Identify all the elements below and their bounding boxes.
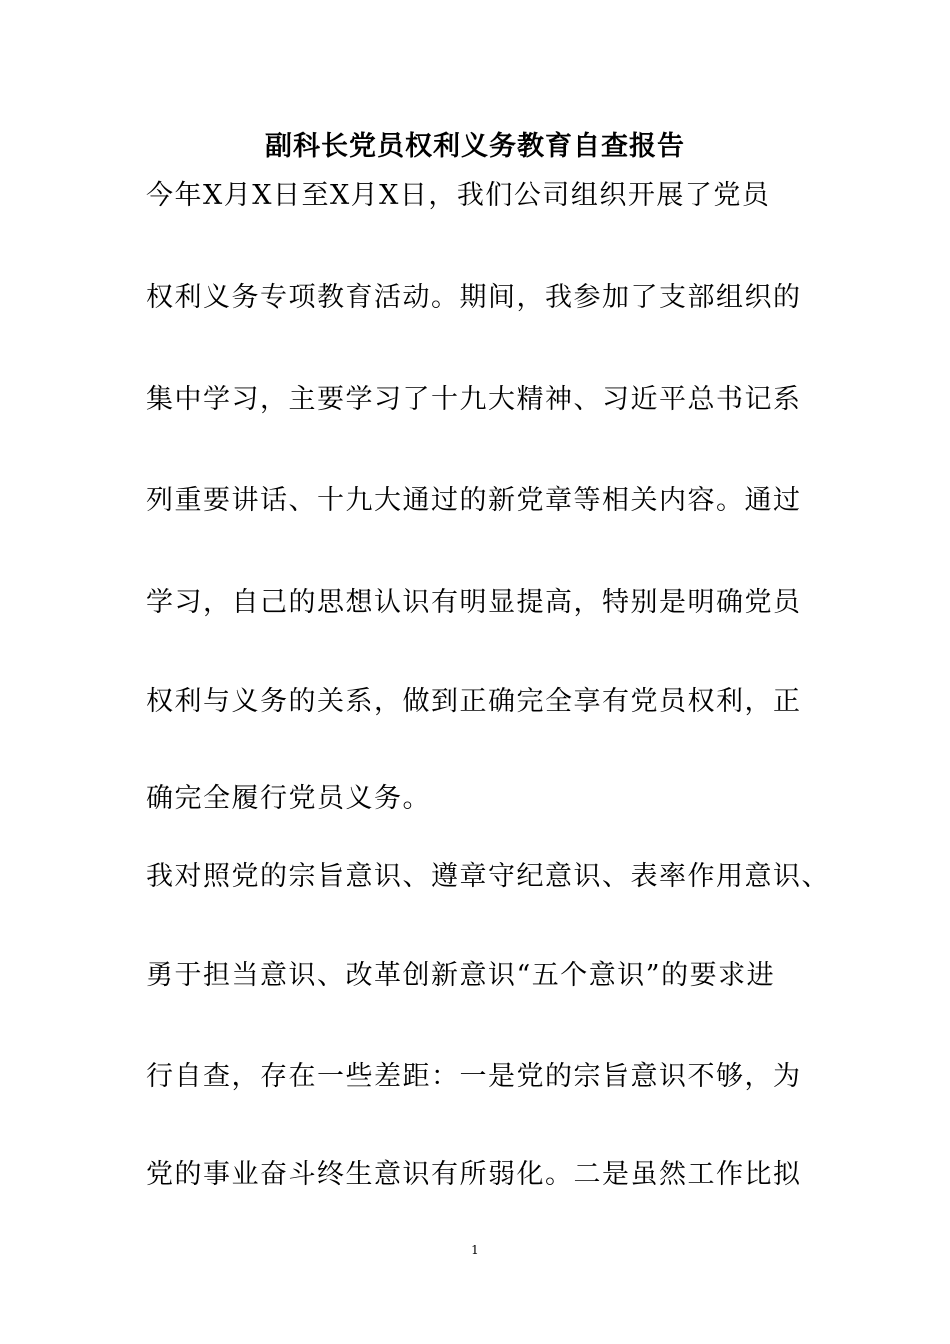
- body-line-4: 列重要讲话、十九大通过的新党章等相关内容。通过: [146, 485, 802, 516]
- body-line-2: 权利义务专项教育活动。期间，我参加了支部组织的: [146, 282, 802, 313]
- body-line-7: 确完全履行党员义务。: [146, 783, 431, 814]
- document-title: 副科长党员权利义务教育自查报告: [265, 131, 685, 162]
- body-line-11: 党的事业奋斗终生意识有所弱化。二是虽然工作比拟: [146, 1159, 802, 1190]
- body-line-6: 权利与义务的关系，做到正确完全享有党员权利，正: [146, 686, 802, 717]
- page-number: 1: [471, 1243, 479, 1257]
- body-line-1: 今年X月X日至X月X日，我们公司组织开展了党员: [146, 180, 771, 211]
- body-line-5: 学习，自己的思想认识有明显提高，特别是明确党员: [146, 587, 802, 618]
- body-line-3: 集中学习，主要学习了十九大精神、习近平总书记系: [146, 384, 802, 415]
- body-line-8: 我对照党的宗旨意识、遵章守纪意识、表率作用意识、: [146, 861, 830, 892]
- body-line-9: 勇于担当意识、改革创新意识“五个意识”的要求进: [146, 960, 776, 991]
- body-line-10: 行自查，存在一些差距：一是党的宗旨意识不够，为: [146, 1061, 802, 1092]
